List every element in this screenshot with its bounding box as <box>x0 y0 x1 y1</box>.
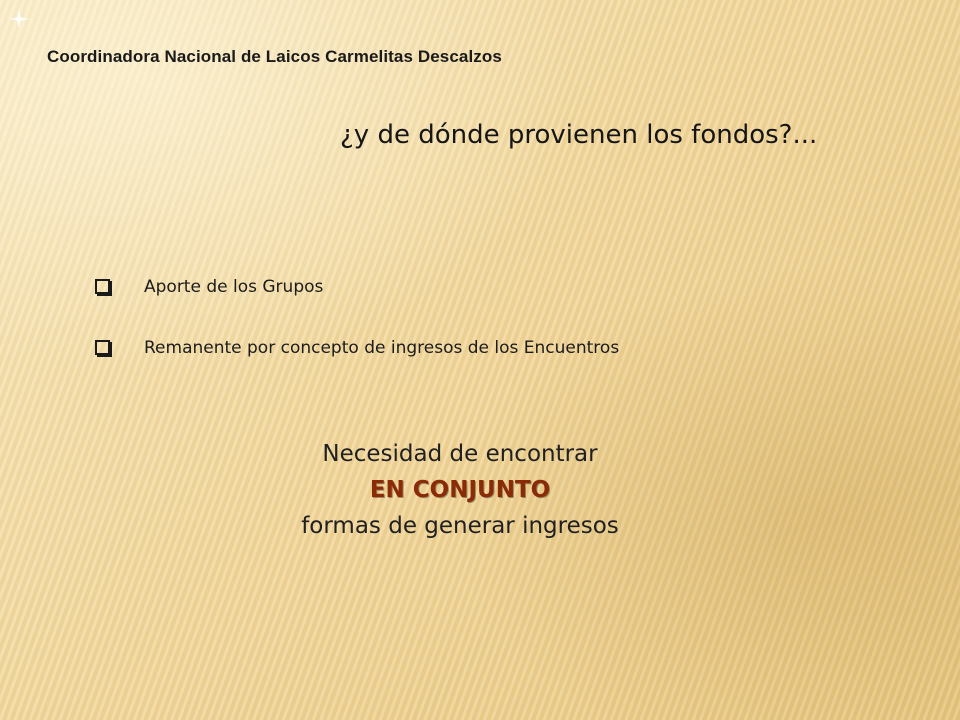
bullet-text: Remanente por concepto de ingresos de los Encuentros <box>144 338 620 358</box>
sparkle-icon <box>8 8 30 30</box>
bullet-list <box>95 272 619 394</box>
bullet-item <box>95 272 619 302</box>
callout-line-1: Necesidad de encontrar <box>322 441 598 467</box>
slide-title: ¿y de dónde provienen los fondos?... <box>340 120 818 150</box>
checkbox-bullet-icon <box>95 340 110 355</box>
callout-block <box>0 436 920 544</box>
checkbox-bullet-icon <box>95 279 110 294</box>
bullet-text: Aporte de los Grupos <box>144 277 324 297</box>
bullet-item <box>95 333 619 363</box>
callout-line-3: formas de generar ingresos <box>301 513 619 539</box>
organization-header: Coordinadora Nacional de Laicos Carmelitas Descalzos <box>47 47 502 66</box>
callout-emphasis: EN CONJUNTO <box>369 477 551 503</box>
